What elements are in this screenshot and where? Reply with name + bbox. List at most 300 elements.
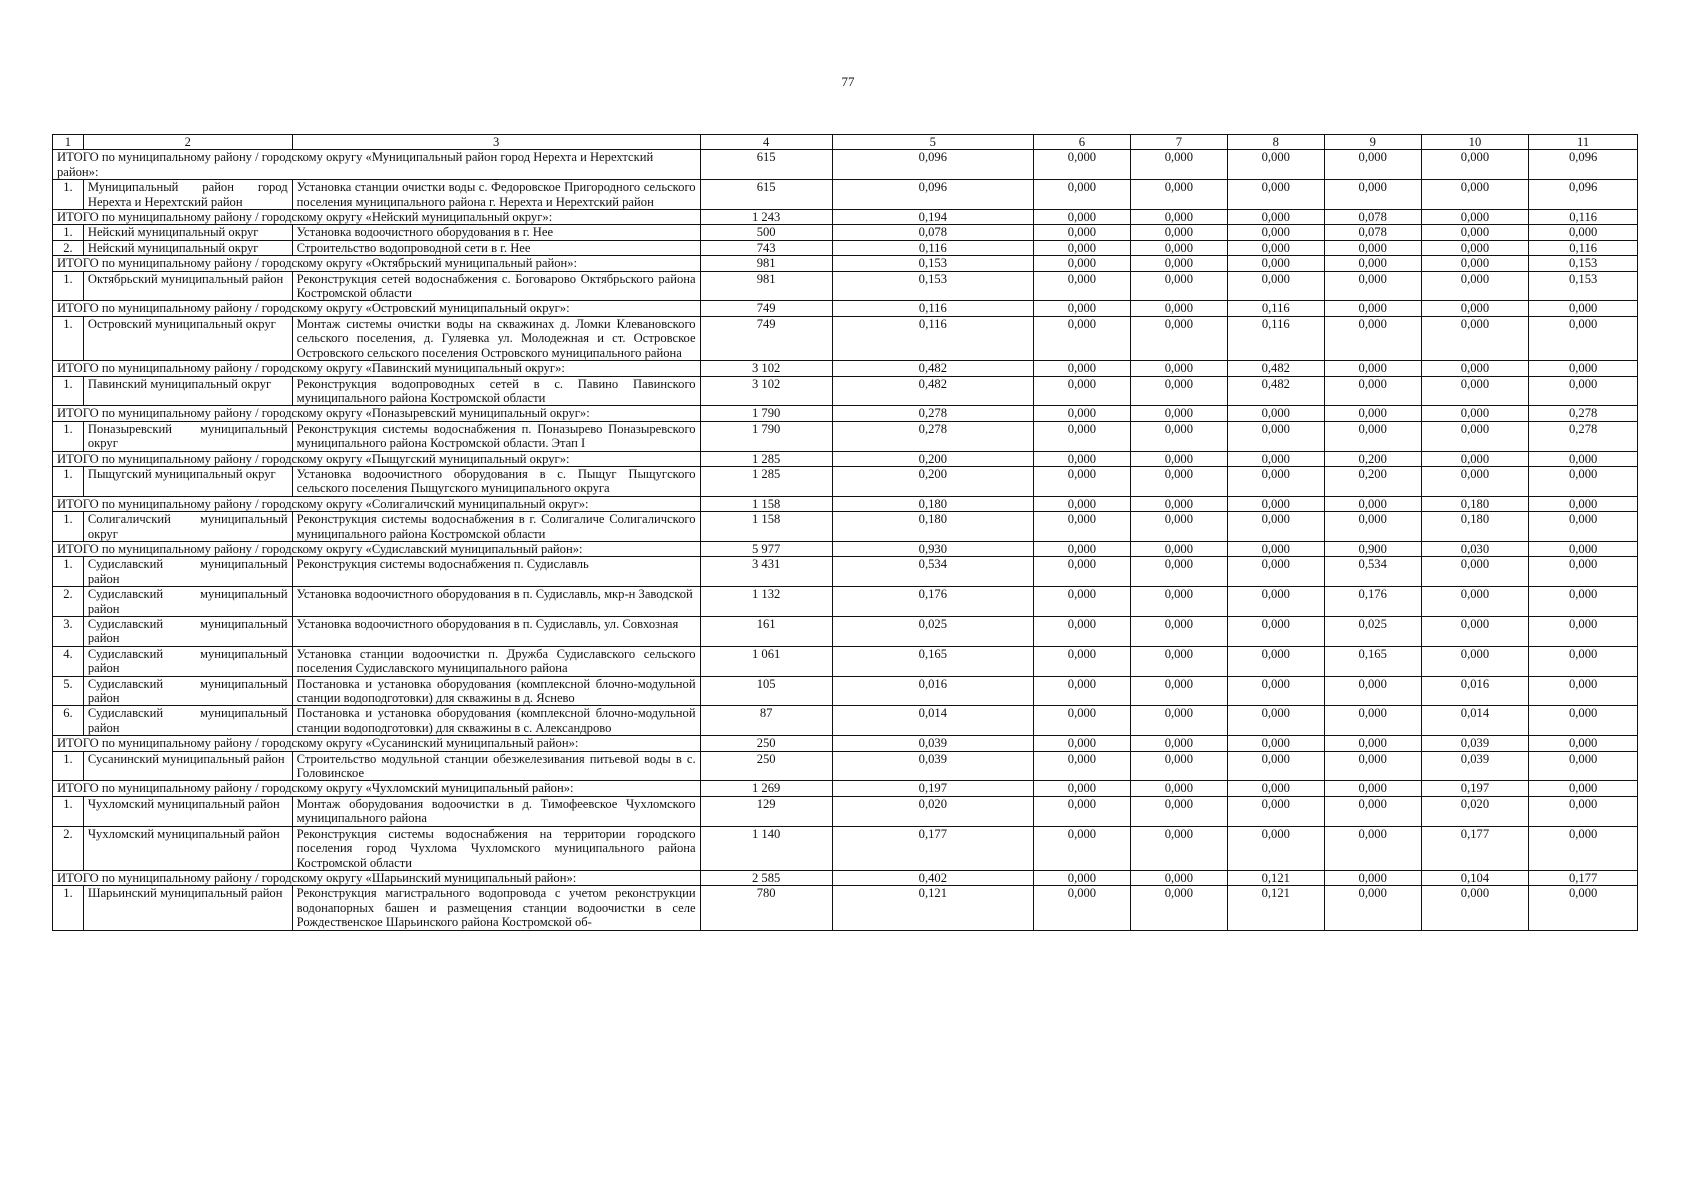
value-cell: 0,180 [1421,496,1529,511]
value-cell: 0,000 [1324,301,1421,316]
value-cell: 0,000 [1033,751,1130,781]
total-row [53,150,1638,180]
value-cell: 0,000 [1130,617,1227,647]
value-cell: 0,200 [832,466,1033,496]
municipality-name: Октябрьский муниципальный район [83,271,292,301]
table-row [53,466,1638,496]
value-cell: 0,000 [1130,361,1227,376]
value-cell: 0,000 [1227,587,1324,617]
value-cell: 0,000 [1324,421,1421,451]
value-cell: 0,016 [1421,676,1529,706]
value-cell: 0,000 [1130,316,1227,360]
value-cell: 0,096 [832,180,1033,210]
table-row [53,316,1638,360]
total-label: ИТОГО по муниципальному району / городскому округу «Судиславский муниципальный район»: [53,541,701,556]
municipality-name: Шарьинский муниципальный район [83,886,292,930]
value-cell: 0,153 [832,271,1033,301]
value-cell: 0,000 [1227,751,1324,781]
row-number: 1. [53,316,84,360]
value-cell: 0,000 [1421,210,1529,225]
value-cell: 0,000 [1421,466,1529,496]
table-row [53,646,1638,676]
value-cell: 0,000 [1529,646,1638,676]
value-cell: 0,000 [1529,225,1638,240]
municipality-name: Солигаличский муниципальный округ [83,512,292,542]
value-cell: 0,014 [1421,706,1529,736]
value-cell: 0,534 [832,557,1033,587]
amount-cell: 3 431 [700,557,832,587]
value-cell: 0,000 [1227,676,1324,706]
column-header: 2 [83,135,292,150]
value-cell: 0,197 [832,781,1033,796]
value-cell: 0,000 [1130,796,1227,826]
amount-cell: 161 [700,617,832,647]
project-description: Постановка и установка оборудования (комплексной блочно-модульной станции водоподготовки) для скважины в д. Яснево [292,676,700,706]
value-cell: 0,000 [1529,496,1638,511]
value-cell: 0,000 [1130,886,1227,930]
table-row [53,180,1638,210]
total-row [53,256,1638,271]
value-cell: 0,000 [1130,870,1227,885]
table-row [53,617,1638,647]
project-description: Реконструкция системы водоснабжения в г. Солигаличе Солигаличского муниципального района Костромской области [292,512,700,542]
value-cell: 0,000 [1529,796,1638,826]
value-cell: 0,000 [1130,301,1227,316]
value-cell: 0,000 [1033,406,1130,421]
table-row [53,421,1638,451]
row-number: 1. [53,271,84,301]
value-cell: 0,000 [1130,150,1227,180]
value-cell: 0,200 [1324,466,1421,496]
value-cell: 0,000 [1421,150,1529,180]
value-cell: 0,000 [1033,451,1130,466]
row-number: 1. [53,796,84,826]
value-cell: 0,000 [1324,676,1421,706]
amount-cell: 1 285 [700,451,832,466]
value-cell: 0,000 [1324,736,1421,751]
table-body [53,135,1638,931]
value-cell: 0,278 [1529,421,1638,451]
total-row [53,870,1638,885]
column-header: 5 [832,135,1033,150]
value-cell: 0,000 [1130,271,1227,301]
value-cell: 0,000 [1421,240,1529,255]
amount-cell: 615 [700,150,832,180]
value-cell: 0,000 [1421,256,1529,271]
value-cell: 0,165 [1324,646,1421,676]
value-cell: 0,000 [1421,361,1529,376]
value-cell: 0,176 [1324,587,1421,617]
total-label: ИТОГО по муниципальному району / городскому округу «Поназыревский муниципальный округ»: [53,406,701,421]
amount-cell: 3 102 [700,376,832,406]
value-cell: 0,000 [1130,751,1227,781]
amount-cell: 1 285 [700,466,832,496]
value-cell: 0,000 [1227,406,1324,421]
value-cell: 0,116 [832,301,1033,316]
value-cell: 0,153 [1529,256,1638,271]
table-row [53,751,1638,781]
amount-cell: 1 132 [700,587,832,617]
value-cell: 0,000 [1227,451,1324,466]
amount-cell: 2 585 [700,870,832,885]
value-cell: 0,000 [1324,496,1421,511]
value-cell: 0,116 [1529,240,1638,255]
column-header: 7 [1130,135,1227,150]
value-cell: 0,000 [1227,617,1324,647]
value-cell: 0,000 [1227,557,1324,587]
value-cell: 0,000 [1033,361,1130,376]
value-cell: 0,000 [1324,886,1421,930]
value-cell: 0,402 [832,870,1033,885]
project-description: Реконструкция водопроводных сетей в с. Павино Павинского муниципального района Костромской области [292,376,700,406]
amount-cell: 105 [700,676,832,706]
project-description: Установка водоочистного оборудования в г. Нее [292,225,700,240]
value-cell: 0,078 [1324,225,1421,240]
value-cell: 0,000 [1227,496,1324,511]
table-row [53,376,1638,406]
header-row [53,135,1638,150]
total-label: ИТОГО по муниципальному району / городскому округу «Павинский муниципальный округ»: [53,361,701,376]
row-number: 2. [53,826,84,870]
row-number: 5. [53,676,84,706]
value-cell: 0,000 [1130,587,1227,617]
value-cell: 0,000 [1033,541,1130,556]
amount-cell: 749 [700,301,832,316]
value-cell: 0,000 [1033,512,1130,542]
project-description: Строительство модульной станции обезжелезивания питьевой воды в с. Головинское [292,751,700,781]
amount-cell: 5 977 [700,541,832,556]
value-cell: 0,482 [832,361,1033,376]
amount-cell: 1 243 [700,210,832,225]
value-cell: 0,000 [1033,301,1130,316]
amount-cell: 129 [700,796,832,826]
table-row [53,587,1638,617]
municipality-name: Сусанинский муниципальный район [83,751,292,781]
municipality-name: Судиславский муниципальный район [83,557,292,587]
row-number: 3. [53,617,84,647]
total-row [53,301,1638,316]
total-row [53,496,1638,511]
municipality-name: Пыщугский муниципальный округ [83,466,292,496]
value-cell: 0,000 [1033,225,1130,240]
value-cell: 0,000 [1529,557,1638,587]
value-cell: 0,000 [1529,736,1638,751]
value-cell: 0,000 [1421,376,1529,406]
value-cell: 0,000 [1324,706,1421,736]
value-cell: 0,000 [1033,496,1130,511]
column-header: 11 [1529,135,1638,150]
value-cell: 0,000 [1529,541,1638,556]
value-cell: 0,000 [1529,316,1638,360]
value-cell: 0,153 [1529,271,1638,301]
table-row [53,225,1638,240]
value-cell: 0,000 [1130,676,1227,706]
value-cell: 0,197 [1421,781,1529,796]
value-cell: 0,000 [1033,466,1130,496]
value-cell: 0,000 [1227,541,1324,556]
value-cell: 0,278 [832,421,1033,451]
municipality-name: Судиславский муниципальный район [83,646,292,676]
table-row [53,512,1638,542]
value-cell: 0,000 [1033,886,1130,930]
value-cell: 0,000 [1227,736,1324,751]
value-cell: 0,000 [1324,870,1421,885]
value-cell: 0,121 [1227,870,1324,885]
project-description: Установка станции водоочистки п. Дружба Судиславского сельского поселения Судиславского муниципального района [292,646,700,676]
value-cell: 0,000 [1130,541,1227,556]
value-cell: 0,000 [1130,406,1227,421]
project-description: Реконструкция системы водоснабжения на территории городского поселения город Чухлома Чухломского муниципального района Костромской области [292,826,700,870]
amount-cell: 1 061 [700,646,832,676]
value-cell: 0,096 [1529,150,1638,180]
value-cell: 0,000 [1033,587,1130,617]
municipality-name: Судиславский муниципальный район [83,617,292,647]
value-cell: 0,000 [1033,240,1130,255]
value-cell: 0,000 [1421,180,1529,210]
total-label: ИТОГО по муниципальному району / городскому округу «Пыщугский муниципальный округ»: [53,451,701,466]
value-cell: 0,020 [1421,796,1529,826]
value-cell: 0,000 [1130,706,1227,736]
total-label: ИТОГО по муниципальному району / городскому округу «Островский муниципальный округ»: [53,301,701,316]
value-cell: 0,000 [1227,240,1324,255]
value-cell: 0,000 [1130,256,1227,271]
value-cell: 0,000 [1227,646,1324,676]
row-number: 1. [53,751,84,781]
amount-cell: 1 158 [700,496,832,511]
row-number: 2. [53,587,84,617]
project-description: Установка водоочистного оборудования в п. Судиславль, ул. Совхозная [292,617,700,647]
value-cell: 0,000 [1130,225,1227,240]
value-cell: 0,096 [832,150,1033,180]
value-cell: 0,000 [1033,736,1130,751]
value-cell: 0,000 [1033,180,1130,210]
total-row [53,406,1638,421]
table-row [53,240,1638,255]
total-row [53,451,1638,466]
row-number: 1. [53,512,84,542]
project-description: Реконструкция системы водоснабжения п. Судиславль [292,557,700,587]
value-cell: 0,000 [1130,210,1227,225]
value-cell: 0,000 [1324,796,1421,826]
value-cell: 0,000 [1130,451,1227,466]
total-label: ИТОГО по муниципальному району / городскому округу «Сусанинский муниципальный район»: [53,736,701,751]
municipality-name: Нейский муниципальный округ [83,225,292,240]
value-cell: 0,030 [1421,541,1529,556]
value-cell: 0,194 [832,210,1033,225]
amount-cell: 500 [700,225,832,240]
municipality-name: Павинский муниципальный округ [83,376,292,406]
value-cell: 0,116 [832,240,1033,255]
value-cell: 0,000 [1227,781,1324,796]
value-cell: 0,000 [1227,225,1324,240]
value-cell: 0,900 [1324,541,1421,556]
value-cell: 0,116 [1227,316,1324,360]
value-cell: 0,000 [1227,512,1324,542]
municipality-name: Судиславский муниципальный район [83,706,292,736]
value-cell: 0,116 [1227,301,1324,316]
value-cell: 0,000 [1324,406,1421,421]
value-cell: 0,177 [1529,870,1638,885]
value-cell: 0,104 [1421,870,1529,885]
value-cell: 0,000 [1227,796,1324,826]
value-cell: 0,000 [1324,316,1421,360]
value-cell: 0,000 [1033,256,1130,271]
value-cell: 0,180 [832,512,1033,542]
value-cell: 0,000 [1130,736,1227,751]
value-cell: 0,000 [1529,301,1638,316]
value-cell: 0,000 [1324,240,1421,255]
value-cell: 0,000 [1421,886,1529,930]
value-cell: 0,000 [1033,150,1130,180]
total-row [53,781,1638,796]
value-cell: 0,180 [832,496,1033,511]
project-description: Установка станции очистки воды с. Федоровское Пригородного сельского поселения муниципального района г. Нерехта и Нерехтский район [292,180,700,210]
table-row [53,557,1638,587]
value-cell: 0,039 [832,751,1033,781]
municipality-name: Муниципальный район город Нерехта и Нерехтский район [83,180,292,210]
value-cell: 0,176 [832,587,1033,617]
value-cell: 0,000 [1529,512,1638,542]
total-label: ИТОГО по муниципальному району / городскому округу «Солигаличский муниципальный округ»: [53,496,701,511]
value-cell: 0,000 [1033,706,1130,736]
amount-cell: 3 102 [700,361,832,376]
municipality-name: Поназыревский муниципальный округ [83,421,292,451]
amount-cell: 1 790 [700,406,832,421]
amount-cell: 615 [700,180,832,210]
value-cell: 0,000 [1324,361,1421,376]
value-cell: 0,000 [1033,796,1130,826]
total-label: ИТОГО по муниципальному району / городскому округу «Октябрьский муниципальный район»: [53,256,701,271]
value-cell: 0,000 [1529,781,1638,796]
column-header: 9 [1324,135,1421,150]
value-cell: 0,000 [1130,826,1227,870]
value-cell: 0,014 [832,706,1033,736]
municipality-name: Нейский муниципальный округ [83,240,292,255]
total-label: ИТОГО по муниципальному району / городскому округу «Чухломский муниципальный район»: [53,781,701,796]
value-cell: 0,000 [1324,271,1421,301]
value-cell: 0,000 [1130,512,1227,542]
value-cell: 0,000 [1227,826,1324,870]
value-cell: 0,000 [1130,421,1227,451]
table-row [53,271,1638,301]
value-cell: 0,000 [1227,180,1324,210]
table-row [53,706,1638,736]
value-cell: 0,000 [1324,376,1421,406]
value-cell: 0,000 [1529,451,1638,466]
value-cell: 0,177 [1421,826,1529,870]
municipality-name: Судиславский муниципальный район [83,587,292,617]
value-cell: 0,000 [1227,466,1324,496]
value-cell: 0,000 [1130,496,1227,511]
value-cell: 0,930 [832,541,1033,556]
value-cell: 0,000 [1033,271,1130,301]
row-number: 4. [53,646,84,676]
project-description: Установка водоочистного оборудования в п. Судиславль, мкр-н Заводской [292,587,700,617]
value-cell: 0,000 [1227,256,1324,271]
value-cell: 0,000 [1033,210,1130,225]
value-cell: 0,000 [1324,781,1421,796]
value-cell: 0,025 [832,617,1033,647]
project-description: Монтаж оборудования водоочистки в д. Тимофеевское Чухломского муниципального района [292,796,700,826]
column-header: 8 [1227,135,1324,150]
value-cell: 0,000 [1227,150,1324,180]
column-header: 3 [292,135,700,150]
total-label: ИТОГО по муниципальному району / городскому округу «Шарьинский муниципальный район»: [53,870,701,885]
project-description: Установка водоочистного оборудования в с. Пыщуг Пыщугского сельского поселения Пыщугского муниципального округа [292,466,700,496]
column-header: 10 [1421,135,1529,150]
value-cell: 0,000 [1324,751,1421,781]
amount-cell: 749 [700,316,832,360]
total-row [53,210,1638,225]
project-description: Реконструкция магистрального водопровода с учетом реконструкции водонапорных башен и размещения станции водоочистки в селе Рождественское Шарьинского района Костромской об- [292,886,700,930]
value-cell: 0,000 [1130,240,1227,255]
value-cell: 0,000 [1421,587,1529,617]
municipality-name: Чухломский муниципальный район [83,796,292,826]
table-row [53,886,1638,930]
value-cell: 0,000 [1130,781,1227,796]
value-cell: 0,000 [1227,210,1324,225]
value-cell: 0,116 [832,316,1033,360]
row-number: 1. [53,180,84,210]
value-cell: 0,000 [1529,886,1638,930]
value-cell: 0,000 [1033,316,1130,360]
municipality-name: Судиславский муниципальный район [83,676,292,706]
value-cell: 0,180 [1421,512,1529,542]
value-cell: 0,025 [1324,617,1421,647]
total-row [53,541,1638,556]
row-number: 1. [53,557,84,587]
value-cell: 0,039 [832,736,1033,751]
row-number: 1. [53,376,84,406]
value-cell: 0,482 [832,376,1033,406]
value-cell: 0,020 [832,796,1033,826]
value-cell: 0,482 [1227,361,1324,376]
data-table [52,134,1638,931]
value-cell: 0,000 [1421,557,1529,587]
value-cell: 0,096 [1529,180,1638,210]
value-cell: 0,039 [1421,751,1529,781]
value-cell: 0,000 [1421,406,1529,421]
table-row [53,796,1638,826]
value-cell: 0,000 [1421,617,1529,647]
row-number: 1. [53,421,84,451]
value-cell: 0,153 [832,256,1033,271]
column-header: 6 [1033,135,1130,150]
value-cell: 0,000 [1324,256,1421,271]
total-label: ИТОГО по муниципальному району / городскому округу «Нейский муниципальный округ»: [53,210,701,225]
value-cell: 0,000 [1421,316,1529,360]
value-cell: 0,000 [1227,706,1324,736]
total-row [53,736,1638,751]
value-cell: 0,000 [1421,421,1529,451]
value-cell: 0,000 [1529,826,1638,870]
value-cell: 0,000 [1033,826,1130,870]
row-number: 2. [53,240,84,255]
value-cell: 0,039 [1421,736,1529,751]
municipality-name: Чухломский муниципальный район [83,826,292,870]
municipality-name: Островский муниципальный округ [83,316,292,360]
amount-cell: 250 [700,751,832,781]
value-cell: 0,000 [1227,271,1324,301]
total-row [53,361,1638,376]
value-cell: 0,000 [1529,617,1638,647]
row-number: 1. [53,225,84,240]
value-cell: 0,000 [1421,225,1529,240]
value-cell: 0,000 [1421,646,1529,676]
value-cell: 0,078 [1324,210,1421,225]
value-cell: 0,000 [1529,676,1638,706]
project-description: Реконструкция системы водоснабжения п. Поназырево Поназыревского муниципального района Костромской области. Этап I [292,421,700,451]
